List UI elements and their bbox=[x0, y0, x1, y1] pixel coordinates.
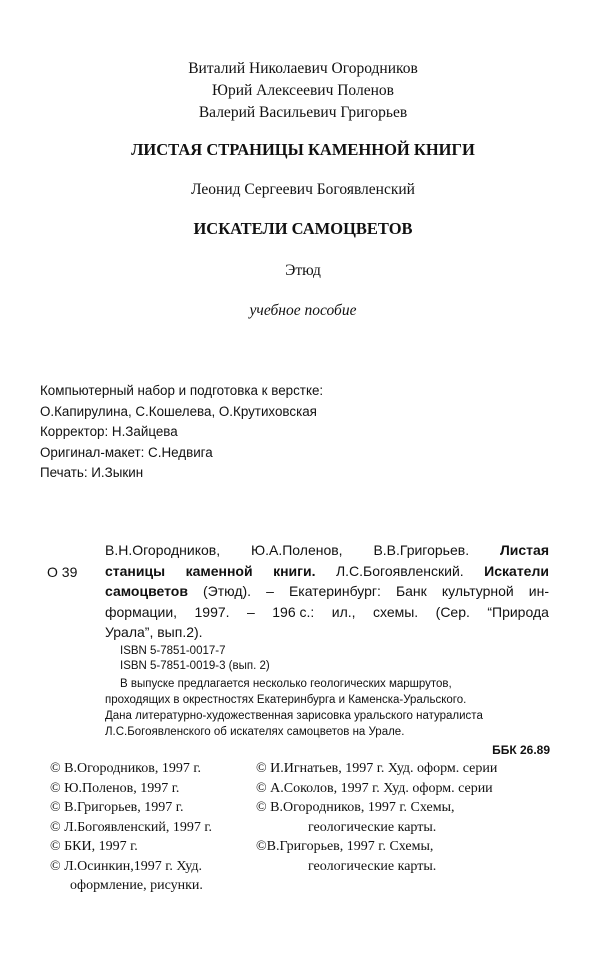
bib-word: – bbox=[266, 583, 274, 599]
author-name: Валерий Васильевич Григорьев bbox=[198, 104, 408, 121]
bib-word: схемы. bbox=[372, 603, 419, 620]
bib-word: В.Н.Огородников, bbox=[105, 542, 221, 558]
credit-line: Компьютерный набор и подготовка к верстке: bbox=[40, 383, 324, 398]
bbk-code: ББК 26.89 bbox=[492, 743, 550, 757]
bib-line bbox=[105, 602, 549, 623]
bib-title-word: каменной bbox=[185, 562, 253, 579]
copyright-line: © И.Игнатьев, 1997 г. Худ. оформ. серии bbox=[256, 761, 498, 776]
bib-line bbox=[105, 581, 549, 602]
bib-word: ил., bbox=[331, 603, 356, 620]
copyright-line: ©В.Григорьев, 1997 г. Схемы, bbox=[256, 839, 434, 854]
copyright-line: © В.Григорьев, 1997 г. bbox=[50, 800, 184, 815]
genre-label: Этюд bbox=[285, 262, 321, 279]
copyright-line: геологические карты. bbox=[308, 858, 437, 874]
publication-type: учебное пособие bbox=[249, 302, 357, 319]
credit-line: Печать: И.Зыкин bbox=[40, 465, 144, 480]
authors-block bbox=[0, 58, 606, 124]
bib-title-word: Искатели bbox=[484, 562, 549, 579]
production-credits bbox=[40, 381, 323, 484]
copyrights-right bbox=[256, 759, 497, 876]
author-name: Юрий Алексеевич Поленов bbox=[212, 82, 394, 99]
bib-word: формации, bbox=[105, 603, 178, 620]
annotation-line: В выпуске предлагается несколько геологических маршрутов, bbox=[120, 678, 452, 690]
bib-line bbox=[105, 622, 549, 643]
bib-word: (Сер. bbox=[435, 603, 470, 620]
isbn-number: ISBN 5-7851-0017-7 bbox=[120, 645, 226, 657]
copyright-line: геологические карты. bbox=[308, 819, 437, 835]
catalog-code: О 39 bbox=[47, 564, 78, 580]
bib-line bbox=[105, 540, 549, 561]
copyright-line: © Ю.Поленов, 1997 г. bbox=[50, 780, 180, 796]
bib-word: Л.С.Богоявленский. bbox=[335, 562, 464, 579]
isbn-number: ISBN 5-7851-0019-3 (вып. 2) bbox=[120, 660, 270, 672]
credit-line: Оригинал-макет: С.Недвига bbox=[40, 444, 213, 460]
copyright-line: © Л.Богоявленский, 1997 г. bbox=[50, 819, 213, 835]
copyright-line: оформление, рисунки. bbox=[70, 878, 203, 893]
second-book-title: ИСКАТЕЛИ САМОЦВЕТОВ bbox=[193, 219, 413, 238]
bib-line bbox=[105, 561, 549, 582]
bib-word: 196 с.: bbox=[272, 603, 315, 620]
author-name: Виталий Николаевич Огородников bbox=[188, 60, 418, 77]
bib-word: культурной bbox=[441, 583, 514, 599]
copyrights-left bbox=[50, 759, 212, 896]
book-title: ЛИСТАЯ СТРАНИЦЫ КАМЕННОЙ КНИГИ bbox=[131, 140, 475, 159]
second-author: Леонид Сергеевич Богоявленский bbox=[191, 181, 415, 198]
copyright-line: © В.Огородников, 1997 г. Схемы, bbox=[256, 800, 455, 815]
annotation bbox=[105, 676, 549, 740]
bib-word: (Этюд). bbox=[202, 583, 252, 599]
copyright-line: © А.Соколов, 1997 г. Худ. оформ. серии bbox=[256, 780, 493, 796]
bib-word: “Природа bbox=[487, 603, 549, 620]
bib-word: Банк bbox=[395, 583, 427, 599]
bib-title-word: станицы bbox=[105, 562, 166, 579]
bib-word: Урала”, вып.2). bbox=[105, 624, 203, 640]
credit-line: О.Капирулина, С.Кошелева, О.Крутиховская bbox=[40, 403, 317, 419]
copyright-line: © БКИ, 1997 г. bbox=[50, 839, 138, 854]
credit-line: Корректор: Н.Зайцева bbox=[40, 424, 178, 439]
annotation-line: Л.С.Богоявленского об искателях самоцветов на Урале. bbox=[105, 726, 405, 738]
bib-word: – bbox=[247, 603, 255, 620]
bib-title-word: Листая bbox=[499, 542, 549, 558]
annotation-line: проходящих в окрестностях Екатеринбурга и Каменска-Уральского. bbox=[105, 694, 467, 706]
bib-title-word: книги. bbox=[273, 562, 316, 579]
bib-word: Екатеринбург: bbox=[288, 583, 381, 599]
bib-word: В.В.Григорьев. bbox=[373, 542, 470, 558]
copyright-line: © В.Огородников, 1997 г. bbox=[50, 761, 202, 776]
bib-title-word: самоцветов bbox=[105, 583, 188, 599]
bib-word: ин- bbox=[528, 583, 549, 599]
bibliographic-record bbox=[105, 540, 549, 643]
bib-word: Ю.А.Поленов, bbox=[250, 542, 343, 558]
copyright-line: © Л.Осинкин,1997 г. Худ. bbox=[50, 858, 203, 874]
bib-word: 1997. bbox=[194, 603, 230, 620]
annotation-line: Дана литературно-художественная зарисовка уральского натуралиста bbox=[105, 710, 483, 722]
